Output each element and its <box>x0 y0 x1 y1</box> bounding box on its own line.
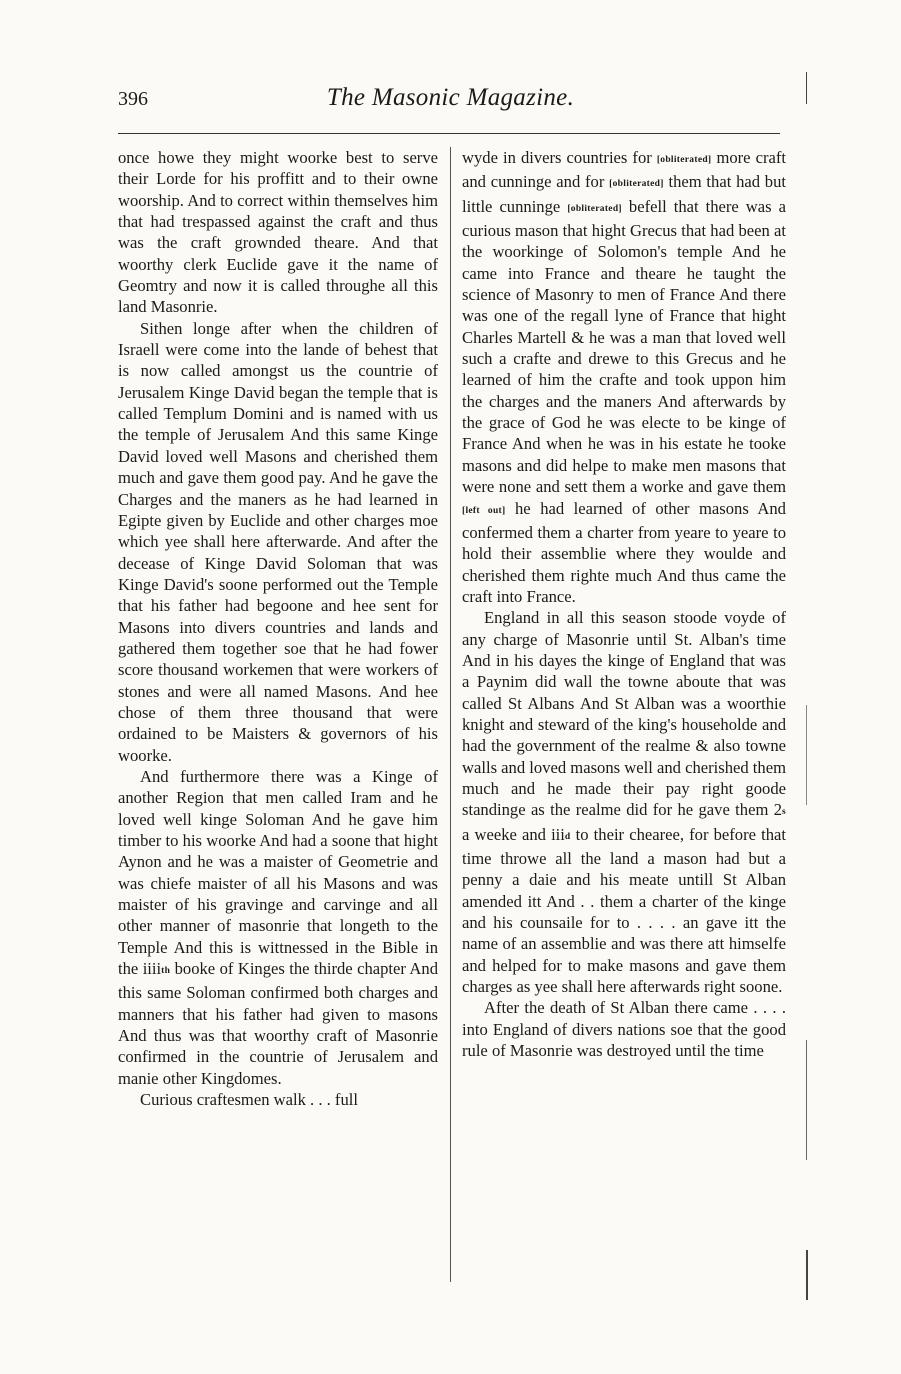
left-paragraph-4: Curious craftesmen walk . . . full <box>140 1090 358 1110</box>
margin-mark <box>806 1040 807 1160</box>
right-paragraph-2-part-a: England in all this season stoode voyde of any charge of Masonrie until St. Alban's time And in his dayes the kinge of England that was a Paynim did wall the towne aboute that was called St Albans And St Alban was a woorthie knight and steward of the king's householde and had the government of the realme & also towne walls and loved masons well and cherished them much and he made their pay right goode standinge as the realme did for he gave them 2 <box>462 608 786 820</box>
right-paragraph-3: After the death of St Alban there came . . . . into England of divers nations soe that the good rule of Masonrie was destroyed until the time <box>462 998 786 1061</box>
right-column <box>462 147 786 1061</box>
right-paragraph-1-part-e: he had learned of other masons And confermed them a charter from yeare to yeare to hold their assemblie where they woulde and cherished them righte much And thus came the craft into France. <box>462 498 786 606</box>
superscript-th: th <box>161 966 171 977</box>
column-divider <box>450 147 451 1282</box>
right-paragraph-2-part-c: to their chearee, for before that time throwe all the land a mason had but a penny a daie and his meate untill St Alban amended itt And . . them a charter of the kinge and his counsaile for to . . . . an gave itt the name of an assemblie and was there att himselfe and helped for to make masons and gave them charges as yee shall here afterwards right soone. <box>462 824 786 997</box>
left-paragraph-3 <box>118 766 438 1089</box>
running-title: The Masonic Magazine. <box>326 84 575 111</box>
superscript-s: s <box>782 807 786 818</box>
right-paragraph-1-part-b: more craft and cunninge and for <box>462 148 786 192</box>
right-paragraph-1-part-c: them that had but little cunninge <box>462 172 786 216</box>
margin-mark <box>806 1250 808 1300</box>
left-paragraph-1: once howe they might woorke best to serve their Lorde for his proffitt and to their owne woorship. And to correct within themselves him that had trespassed against the craft and thus was the craft grownded theare. And that woorthy clerk Euclide gave it the name of Geomtry and now it is called throughe all this land Masonrie. <box>118 148 438 317</box>
right-paragraph-1-part-d: befell that there was a curious mason that hight Grecus that had been at the woorkinge of Solomon's temple And he came into France and theare he taught the science of Masonry to men of France And there was one of the regall lyne of France that hight Charles Martell & he was a man that loved well such a crafte and drewe to this Grecus and he learned of him the crafte and took uppon him the charges and the maners And afterwards by the grace of God he was electe to be kinge of France And when he was in his estate he tooke masons and did helpe to make men masons that were none and sett them a worke and gave them <box>462 196 787 497</box>
margin-mark <box>806 705 807 805</box>
right-paragraph-2 <box>462 607 786 997</box>
left-column <box>118 147 438 1110</box>
obliterated-note-1: [obliterated] <box>656 155 712 165</box>
header-rule <box>118 133 780 134</box>
right-paragraph-1-part-a: wyde in divers countries for <box>462 148 657 167</box>
right-paragraph-2-part-b: a weeke and iii <box>462 824 565 844</box>
superscript-d: d <box>564 831 571 842</box>
left-paragraph-3-part-a: And furthermore there was a Kinge of another Region that men called Iram and he loved well kinge Soloman And he gave him timber to his woorke And had a soone that hight Aynon and he was a maister of Geometrie and was chiefe maister of all his Masons and was maister of his gravinge and carvinge and all other manner of masonrie that longeth to the Temple And this is wittnessed in the Bible in the iiii <box>118 766 438 979</box>
left-paragraph-3-part-b: booke of Kinges the thirde chapter And this same Soloman confirmed both charges and manners that his father had given to masons And thus was that woorthy craft of Masonrie confirmed in the countrie of Jerusalem and manie other Kingdomes. <box>118 959 438 1088</box>
left-out-note: [left out] <box>462 505 506 516</box>
right-paragraph-1 <box>462 147 786 607</box>
obliterated-note-2: [obliterated] <box>609 179 664 190</box>
margin-mark <box>806 72 807 104</box>
left-paragraph-2: Sithen longe after when the children of Israell were come into the lande of behest that is now called amongst us the countrie of Jerusalem Kinge David began the temple that is called Templum Domini and is named with us the temple of Jerusalem And this same Kinge David loved well Masons and cherished them much and gave them good pay. And he gave the Charges and the maners as he had learned in Egipte given by Euclide and other charges moe which yee shall here afterwarde. And after the decease of Kinge David Soloman that was Kinge David's soone performed out the Temple that his father had begoone and hee sent for Masons into divers countries and lands and gathered them together soe that he had fower score thousand workemen that were workers of stones and were all named Masons. And hee chose of them three thousand that were ordained to be Maisters & governors of his woorke. <box>118 318 438 765</box>
obliterated-note-3: [obliterated] <box>567 203 622 214</box>
page-number: 396 <box>118 88 148 110</box>
